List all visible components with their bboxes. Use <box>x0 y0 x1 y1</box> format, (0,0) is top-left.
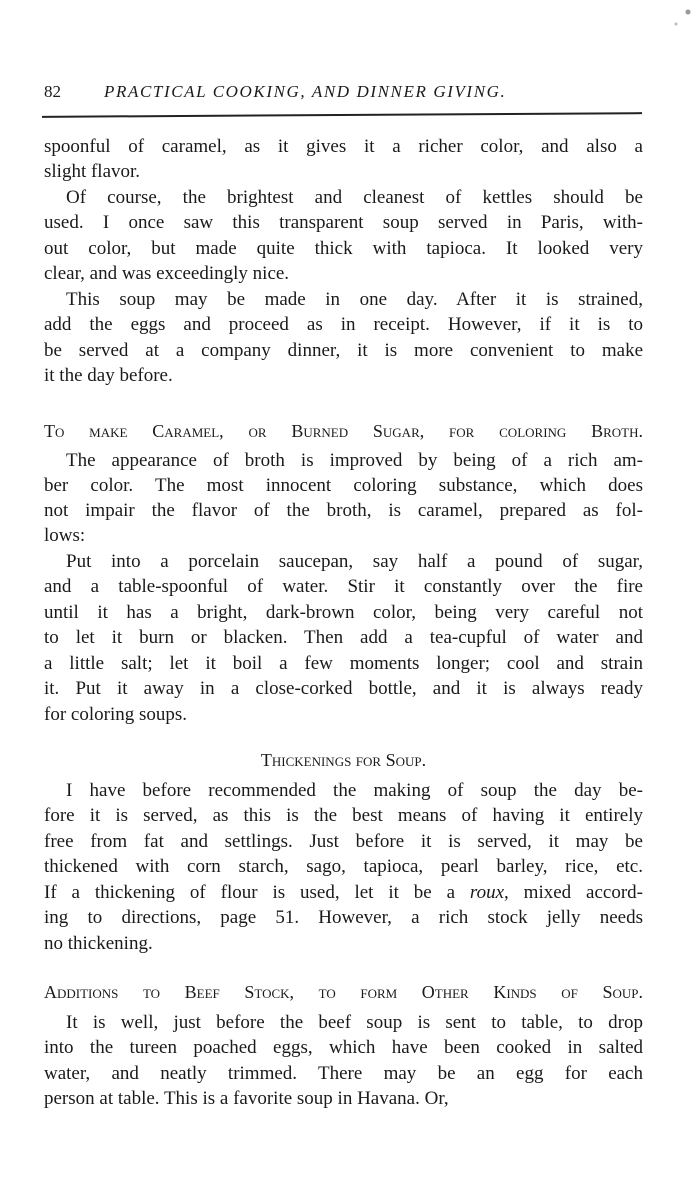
text-line: ber color. The most innocent coloring substance, which does <box>44 475 643 496</box>
text-fragment: If a thickening of flour is used, let it be a <box>44 882 470 903</box>
text-line: used. I once saw this transparent soup served in Paris, with- <box>44 212 643 233</box>
text-line: person at table. This is a favorite soup in Havana. Or, <box>44 1088 449 1109</box>
text-line: fore it is served, as this is the best means of having it entirely <box>44 805 643 826</box>
text-line: clear, and was exceedingly nice. <box>44 263 290 284</box>
page-header <box>44 82 644 108</box>
scan-speckle <box>660 0 700 40</box>
section-heading: Additions to Beef Stock, to form Other Kinds of Soup. <box>44 982 643 1002</box>
text-line: it. Put it away in a close-corked bottle, and it is always ready <box>44 678 643 699</box>
text-line: until it has a bright, dark-brown color, being very careful not <box>44 602 643 623</box>
text-line: The appearance of broth is improved by being of a rich am- <box>66 450 643 471</box>
text-line: into the tureen poached eggs, which have been cooked in salted <box>44 1037 643 1058</box>
text-line: Put into a porcelain saucepan, say half a pound of sugar, <box>66 551 643 572</box>
text-line: water, and neatly trimmed. There may be an egg for each <box>44 1063 643 1084</box>
header-rule <box>42 112 642 118</box>
text-line <box>44 880 643 905</box>
text-line: add the eggs and proceed as in receipt. However, if it is to <box>44 314 643 335</box>
text-line: no thickening. <box>44 933 153 954</box>
section-heading: To make Caramel, or Burned Sugar, for coloring Broth. <box>44 421 643 441</box>
text-line: slight flavor. <box>44 161 141 182</box>
text-line: it the day before. <box>44 365 173 386</box>
text-line: thickened with corn starch, sago, tapioca, pearl barley, rice, etc. <box>44 856 643 877</box>
section-heading: Thickenings for Soup. <box>260 750 427 770</box>
text-line: Of course, the brightest and cleanest of kettles should be <box>66 187 643 208</box>
text-fragment: , mixed accord- <box>504 882 643 903</box>
italic-word: roux <box>469 882 505 903</box>
text-line: a little salt; let it boil a few moments longer; cool and strain <box>44 653 643 674</box>
text-line: not impair the flavor of the broth, is caramel, prepared as fol- <box>44 500 643 521</box>
text-line: to let it burn or blacken. Then add a tea-cupful of water and <box>44 627 643 648</box>
text-line: free from fat and settlings. Just before it is served, it may be <box>44 831 643 852</box>
text-line: be served at a company dinner, it is more convenient to make <box>44 340 643 361</box>
text-line: It is well, just before the beef soup is sent to table, to drop <box>66 1012 643 1033</box>
text-line: I have before recommended the making of soup the day be- <box>66 780 643 801</box>
page-number: 82 <box>44 82 61 101</box>
text-line: and a table-spoonful of water. Stir it constantly over the fire <box>44 576 643 597</box>
text-line: This soup may be made in one day. After it is strained, <box>66 289 643 310</box>
running-title: PRACTICAL COOKING, AND DINNER GIVING. <box>104 82 507 101</box>
text-line: out color, but made quite thick with tapioca. It looked very <box>44 238 643 259</box>
text-line: spoonful of caramel, as it gives it a richer color, and also a <box>44 136 643 157</box>
text-line: for coloring soups. <box>44 704 188 725</box>
text-line: lows: <box>44 525 86 546</box>
text-line: ing to directions, page 51. However, a rich stock jelly needs <box>44 907 643 928</box>
